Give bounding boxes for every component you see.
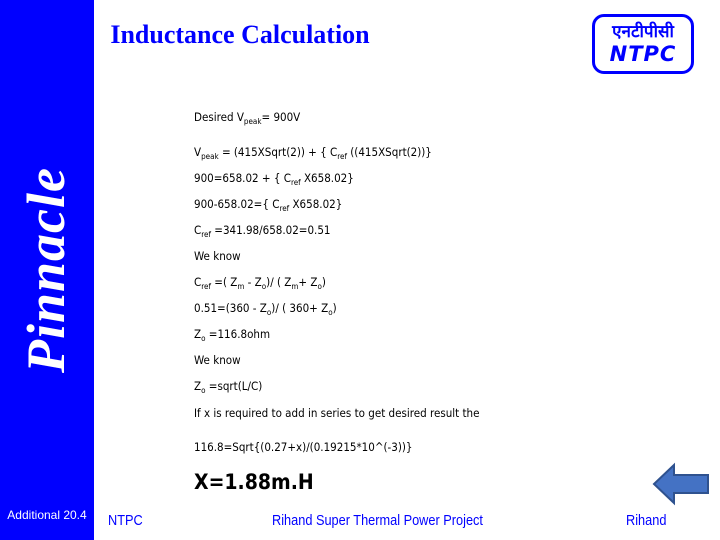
slide-number: Additional 20.4 — [7, 508, 87, 522]
back-arrow-icon[interactable] — [652, 462, 710, 506]
equation-line: 900-658.02={ $C_{ref}$ X658.02} — [194, 197, 343, 213]
sidebar — [0, 0, 94, 540]
equation-line: $Z_o =116.8ohm$ — [194, 327, 271, 343]
brand-text: Pinnacle — [16, 167, 76, 373]
ntpc-logo — [592, 14, 694, 74]
logo-english-text: NTPC — [609, 42, 677, 66]
footer-center: Rihand Super Thermal Power Project — [272, 512, 483, 529]
we-know-text: We know — [194, 249, 241, 263]
equation-line: 900=658.02 + { $C_{ref}$ X658.02} — [194, 171, 354, 187]
equation-line: $C_{ref}$ =( $Z_m - Z_o)/$ ( $Z_m+ Z_o$) — [194, 275, 326, 291]
result-text: X=1.88m.H — [194, 470, 314, 494]
logo-hindi-text: एनटीपीसी — [612, 22, 674, 42]
equation-line: $0.51=(360 - Z_o)/$ ( $360+ Z_o$) — [194, 301, 337, 317]
page-title: Inductance Calculation — [110, 20, 370, 49]
equation-line: 116.8=Sqrt{(0.27+x)/(0.19215*10^(-3))} — [194, 440, 413, 454]
footer-left: NTPC — [108, 512, 143, 529]
series-text: If x is required to add in series to get desired result the — [194, 406, 480, 420]
we-know-text: We know — [194, 353, 241, 367]
desired-vpeak-line: Desired $V_{peak}= 900V$ — [194, 110, 301, 126]
equation-line: $C_{ref} =341.98/658.02=0.51$ — [194, 223, 331, 239]
equation-line: $Z_o$ =sqrt(L/C) — [194, 379, 263, 395]
equation-line: $V_{peak}$ = (415XSqrt(2)) + { $C_{ref}$ ((415XSqrt(2))} — [194, 145, 432, 161]
footer-right: Rihand — [626, 512, 667, 529]
